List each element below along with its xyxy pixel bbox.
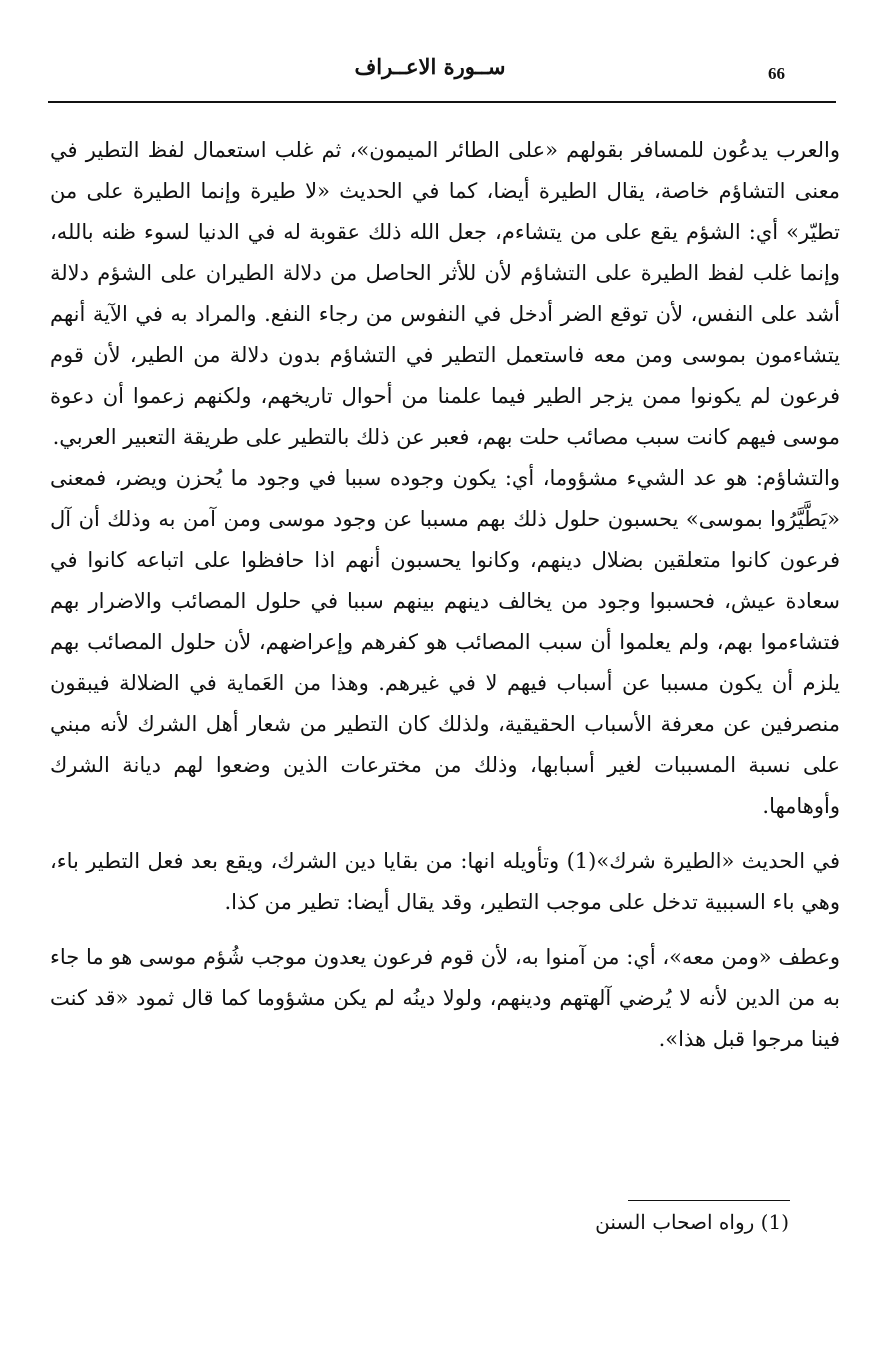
paragraph: وعطف «ومن معه»، أي: من آمنوا به، لأن قوم فرعون يعدون موجب شُؤم موسى هو ما جاء به من الدين لأنه لا يُرضي آلهتهم ودينهم، ولولا دينُه لم يكن مشؤوما كما قال ثمود «قد كنت فينا مرجوا قبل هذا». (50, 945, 840, 1051)
footnote: (1) رواه اصحاب السنن (595, 1210, 789, 1234)
main-text (50, 130, 840, 1060)
paragraph: والتشاؤم: هو عد الشيء مشؤوما، أي: يكون وجوده سببا في وجود ما يُحزن ويضر، فمعنى «يَطَّيَّرُوا بموسى» يحسبون حلول ذلك بهم مسببا عن وجود موسى ومن آمن به وذلك أن آل فرعون كانوا متعلقين بضلال دينهم، وكانوا يحسبون أنهم اذا حافظوا على اتباعه كانوا في سعادة عيش، فحسبوا وجود من يخالف دينهم بينهم سببا في حلول المصائب والاضرار بهم فتشاءموا بهم، ولم يعلموا أن سبب المصائب هو كفرهم وإعراضهم، لأن حلول المصائب بهم يلزم أن يكون مسببا عن أسباب فيهم لا في غيرهم. وهذا من العَماية في الضلالة فيبقون منصرفين عن معرفة الأسباب الحقيقية، ولذلك كان التطير من شعار أهل الشرك لأنه مبني على نسبة المسببات لغير أسبابها، وذلك من مخترعات الذين وضعوا لهم ديانة الشرك وأوهامها. (50, 466, 841, 818)
footnote-divider (628, 1200, 790, 1201)
paragraph: في الحديث «الطيرة شرك»(1) وتأويله انها: من بقايا دين الشرك، ويقع بعد فعل التطير باء، وهي باء السببية تدخل على موجب التطير، وقد يقال أيضا: تطير من كذا. (50, 849, 840, 914)
page-number: 66 (768, 64, 785, 83)
surah-title: ســورة الاعــراف (354, 54, 506, 79)
page-header (0, 0, 884, 110)
paragraph: والعرب يدعُون للمسافر بقولهم «على الطائر الميمون»، ثم غلب استعمال لفظ التطير في معنى التشاؤم خاصة، يقال الطيرة أيضا، كما في الحديث «لا طيرة وإنما الطيرة على من تطيّر» أي: الشؤم يقع على من يتشاءم، جعل الله ذلك عقوبة له في الدنيا لسوء ظنه بالله، وإنما غلب لفظ الطيرة على التشاؤم لأن للأثر الحاصل من دلالة الطيران على الشؤم دلالة أشد على النفس، لأن توقع الضر أدخل في النفوس من رجاء النفع. والمراد به في الآية أنهم يتشاءمون بموسى ومن معه فاستعمل التطير في التشاؤم بدون دلالة من الطير، لأن قوم فرعون لم يكونوا ممن يزجر الطير فيما علمنا من أحوال تاريخهم، ولكنهم زعموا أن دعوة موسى فيهم كانت سبب مصائب حلت بهم، فعبر عن ذلك بالتطير على طريقة التعبير العربي. (50, 138, 840, 449)
header-divider (48, 101, 836, 103)
